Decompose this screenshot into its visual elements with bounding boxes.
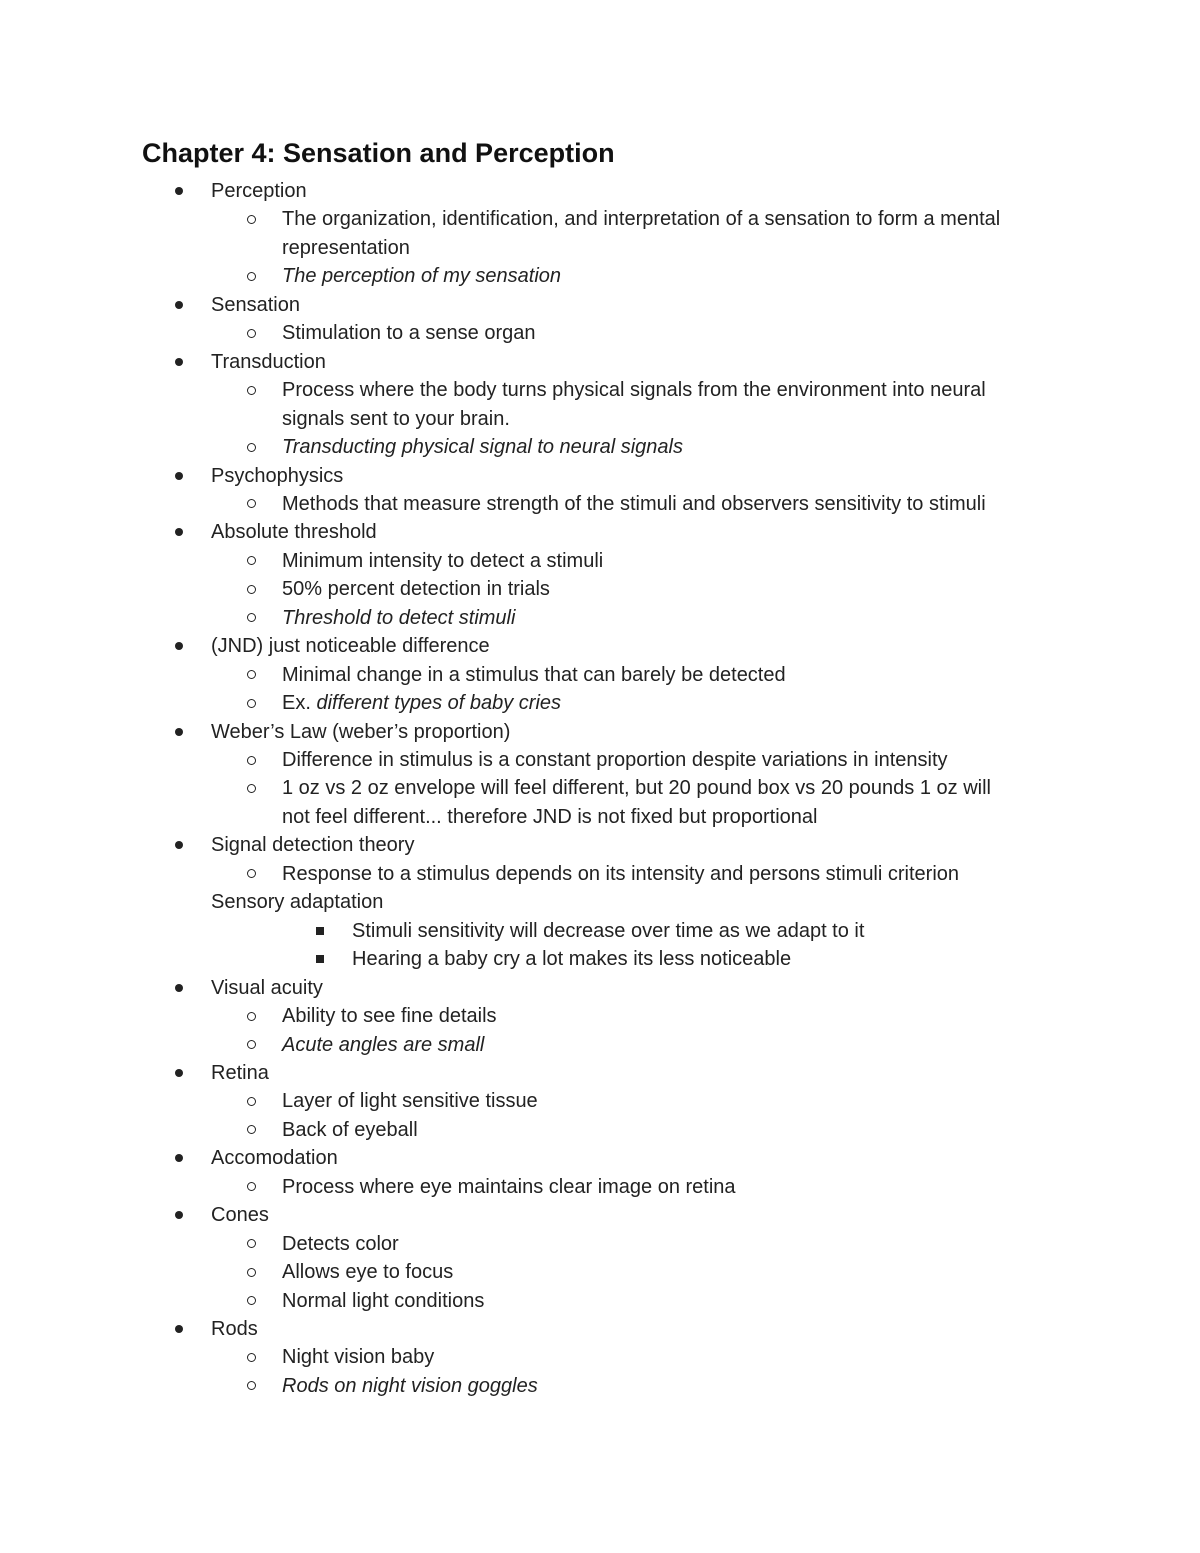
topic-item: Weber’s Law (weber’s proportion) [211,720,511,743]
detail-item: The organization, identification, and interpretation of a sensation to form a mental [282,208,1001,231]
topic-item: Transduction [211,350,326,373]
topic-item: Accomodation [211,1147,338,1170]
detail-item: Process where eye maintains clear image on retina [282,1175,736,1198]
detail-item: Detects color [282,1232,399,1255]
circle-bullet-icon [247,1012,256,1021]
detail-item: Response to a stimulus depends on its intensity and persons stimuli criterion [282,862,960,885]
detail-item: Process where the body turns physical signals from the environment into neural [282,379,986,402]
circle-bullet-icon [247,869,256,878]
detail-item: Night vision baby [282,1346,435,1369]
circle-bullet-icon [247,1239,256,1248]
detail-item: Layer of light sensitive tissue [282,1090,538,1113]
circle-bullet-icon [247,1353,256,1362]
detail-item: 50% percent detection in trials [282,578,550,601]
detail-item: Rods on night vision goggles [282,1374,538,1397]
disc-bullet-icon [175,301,183,309]
circle-bullet-icon [247,670,256,679]
disc-bullet-icon [175,358,183,366]
circle-bullet-icon [247,784,256,793]
detail-item: Minimal change in a stimulus that can barely be detected [282,663,786,686]
circle-bullet-icon [247,1097,256,1106]
circle-bullet-icon [247,699,256,708]
circle-bullet-icon [247,1296,256,1305]
detail-item: Threshold to detect stimuli [282,606,516,629]
circle-bullet-icon [247,1182,256,1191]
topic-item: Rods [211,1318,258,1340]
circle-bullet-icon [247,329,256,338]
page-title: Chapter 4: Sensation and Perception [142,138,615,168]
topic-item: Sensation [211,293,300,316]
detail-item: Minimum intensity to detect a stimuli [282,549,604,572]
circle-bullet-icon [247,1268,256,1277]
square-bullet-icon [316,927,324,935]
circle-bullet-icon [247,1381,256,1390]
disc-bullet-icon [175,728,183,736]
detail-item: Ability to see fine details [282,1005,497,1028]
circle-bullet-icon [247,499,256,508]
detail-item: Normal light conditions [282,1289,485,1312]
sub-detail-item: Stimuli sensitivity will decrease over time as we adapt to it [352,919,865,942]
circle-bullet-icon [247,1040,256,1049]
topic-item: Cones [211,1204,269,1227]
detail-item: signals sent to your brain. [282,407,510,430]
topic-item: Psychophysics [211,464,344,487]
topic-item: Signal detection theory [211,834,415,857]
disc-bullet-icon [175,984,183,992]
circle-bullet-icon [247,1125,256,1134]
circle-bullet-icon [247,272,256,281]
topic-item: Absolute threshold [211,521,377,544]
item-italic-text: different types of baby cries [316,692,562,715]
circle-bullet-icon [247,585,256,594]
disc-bullet-icon [175,1211,183,1219]
topic-item: Retina [211,1061,269,1084]
detail-item: Back of eyeball [282,1118,418,1141]
disc-bullet-icon [175,642,183,650]
detail-item: Transducting physical signal to neural signals [282,436,683,459]
topic-item: Visual acuity [211,976,323,999]
detail-item: 1 oz vs 2 oz envelope will feel different, but 20 pound box vs 20 pounds 1 oz will [282,777,991,800]
detail-item: Stimulation to a sense organ [282,322,536,345]
section-label: Sensory adaptation [211,891,384,914]
circle-bullet-icon [247,556,256,565]
topic-item: Perception [211,180,307,202]
detail-item: not feel different... therefore JND is not fixed but proportional [282,805,818,828]
detail-item: Acute angles are small [282,1033,485,1056]
detail-item: Difference in stimulus is a constant proportion despite variations in intensity [282,749,948,771]
detail-item: Allows eye to focus [282,1261,454,1284]
detail-item [282,689,561,717]
disc-bullet-icon [175,528,183,536]
disc-bullet-icon [175,841,183,849]
detail-item: representation [282,236,410,259]
circle-bullet-icon [247,386,256,395]
disc-bullet-icon [175,1069,183,1077]
circle-bullet-icon [247,756,256,765]
circle-bullet-icon [247,215,256,224]
topic-item: (JND) just noticeable difference [211,635,490,658]
disc-bullet-icon [175,1154,183,1162]
circle-bullet-icon [247,443,256,452]
disc-bullet-icon [175,472,183,480]
detail-item: The perception of my sensation [282,265,562,288]
disc-bullet-icon [175,187,183,195]
detail-item: Methods that measure strength of the stimuli and observers sensitivity to stimuli [282,492,986,515]
disc-bullet-icon [175,1325,183,1333]
square-bullet-icon [316,955,324,963]
circle-bullet-icon [247,613,256,622]
item-prefix: Ex. [282,692,317,715]
sub-detail-item: Hearing a baby cry a lot makes its less noticeable [352,948,792,971]
